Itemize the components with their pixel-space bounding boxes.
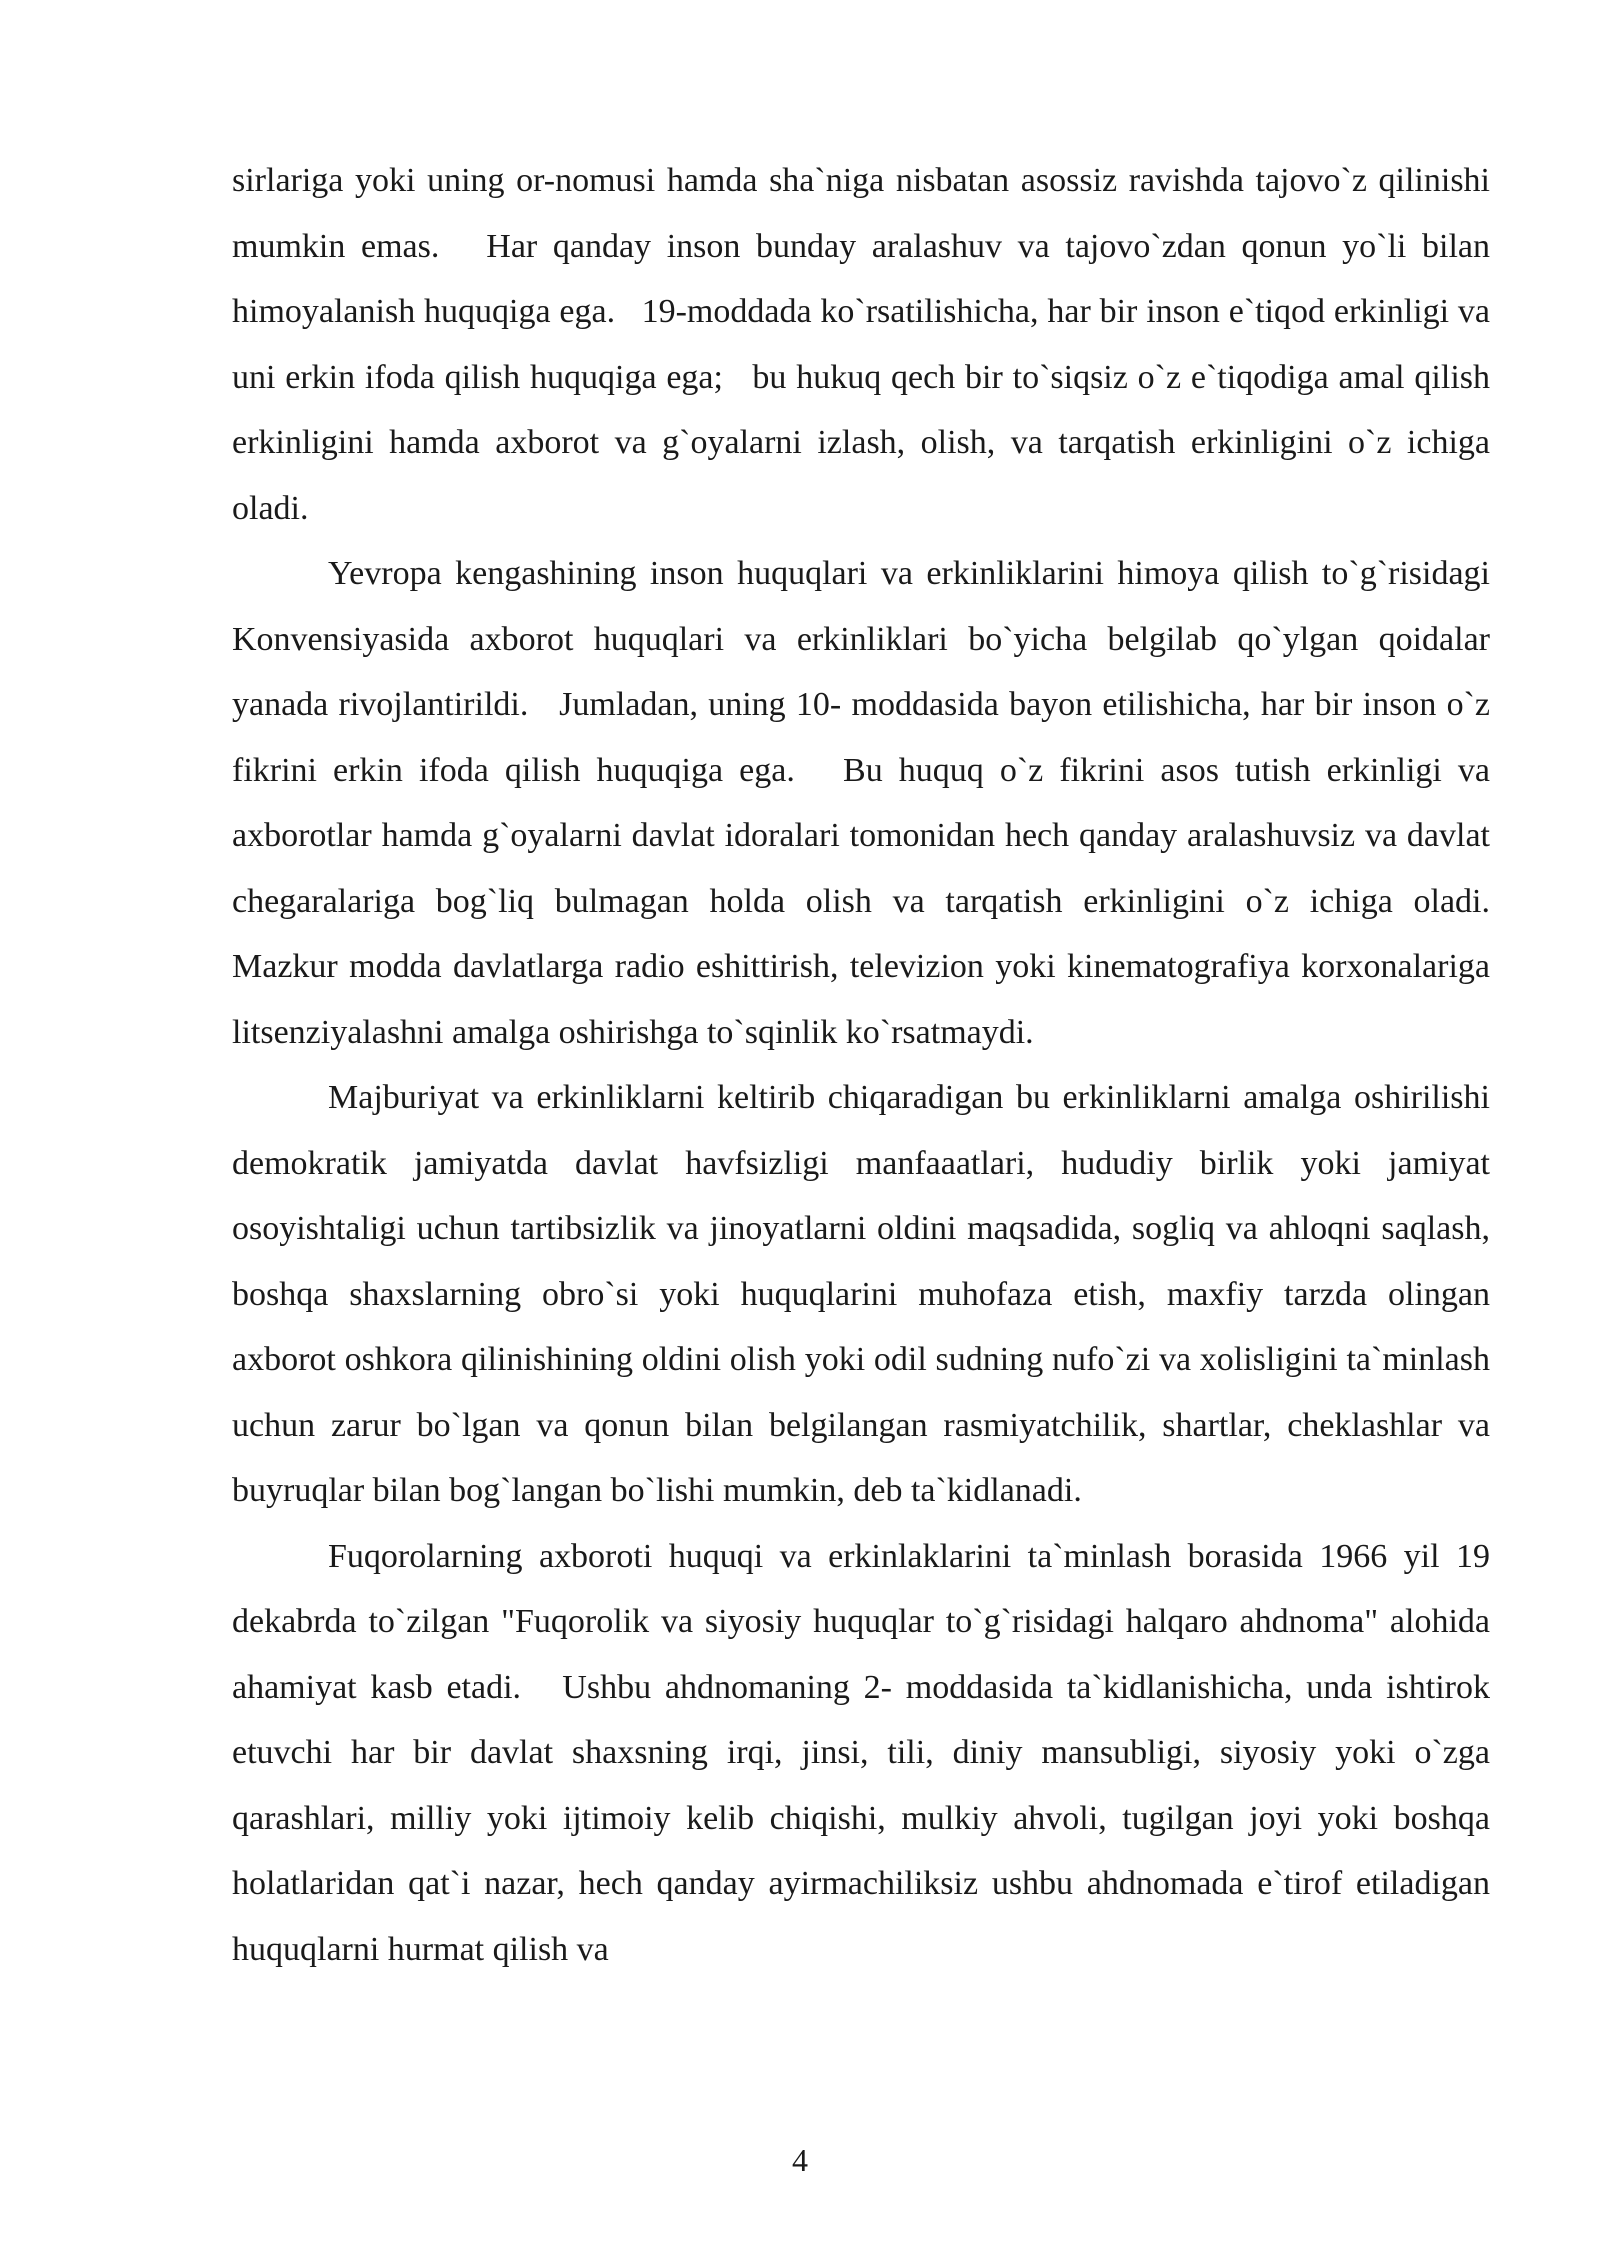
body-text (232, 148, 1516, 1982)
page-number: 4 (792, 2142, 808, 2178)
paragraph-continued: sirlariga yoki uning or-nomusi hamda sha`niga nisbatan asossiz ravishda tajovo`z qilinishi mumkin emas. Har qanday inson bunday aralashuv va tajovo`zdan qonun yo`li bilan himoyalanish huquqiga ega. 19-moddada ko`rsatilishicha, har bir inson e`tiqod erkinligi va uni erkin ifoda qilish huquqiga ega; bu hukuq qech bir to`siqsiz o`z e`tiqodiga amal qilish erkinligini hamda axborot va g`oyalarni izlash, olish, va tarqatish erkinligini o`z ichiga oladi. (232, 162, 1499, 527)
paragraph-international-covenant: Fuqorolarning axboroti huquqi va erkinlaklarini ta`minlash borasida 1966 yil 19 dekabrda to`zilgan "Fuqorolik va siyosiy huquqlar to`g`risidagi halqaro ahdnoma" alohida ahamiyat kasb etadi. Ushbu ahdnomaning 2- moddasida ta`kidlanishicha, unda ishtirok etuvchi har bir davlat shaxsning irqi, jinsi, tili, diniy mansubligi, siyosiy yoki o`zga qarashlari, milliy yoki ijtimoiy kelib chiqishi, mulkiy ahvoli, tugilgan joyi yoki boshqa holatlaridan qat`i nazar, hech qanday ayirmachiliksiz ushbu ahdnomada e`tirof etiladigan huquqlarni hurmat qilish va (232, 1537, 1499, 1968)
paragraph-restrictions: Majburiyat va erkinliklarni keltirib chiqaradigan bu erkinliklarni amalga oshirilishi demokratik jamiyatda davlat havfsizligi manfaaatlari, hududiy birlik yoki jamiyat osoyishtaligi uchun tartibsizlik va jinoyatlarni oldini maqsadida, sogliq va ahloqni saqlash, boshqa shaxslarning obro`si yoki huquqlarini muhofaza etish, maxfiy tarzda olingan axborot oshkora qilinishining oldini olish yoki odil sudning nufo`zi va xolisligini ta`minlash uchun zarur bo`lgan va qonun bilan belgilangan rasmiyatchilik, shartlar, cheklashlar va buyruqlar bilan bog`langan bo`lishi mumkin, deb ta`kidlanadi. (232, 1079, 1499, 1509)
paragraph-european-convention: Yevropa kengashining inson huquqlari va erkinliklarini himoya qilish to`g`risidagi Konvensiyasida axborot huquqlari va erkinliklari bo`yicha belgilab qo`ylgan qoidalar yanada rivojlantirildi. Jumladan, uning 10- moddasida bayon etilishicha, har bir inson o`z fikrini erkin ifoda qilish huquqiga ega. Bu huquq o`z fikrini asos tutish erkinligi va axborotlar hamda g`oyalarni davlat idoralari tomonidan hech qanday aralashuvsiz va davlat chegaralariga bog`liq bulmagan holda olish va tarqatish erkinligini o`z ichiga oladi. Mazkur modda davlatlarga radio eshittirish, televizion yoki kinematografiya korxonalariga litsenziyalashni amalga oshirishga to`sqinlik ko`rsatmaydi. (232, 555, 1516, 1051)
